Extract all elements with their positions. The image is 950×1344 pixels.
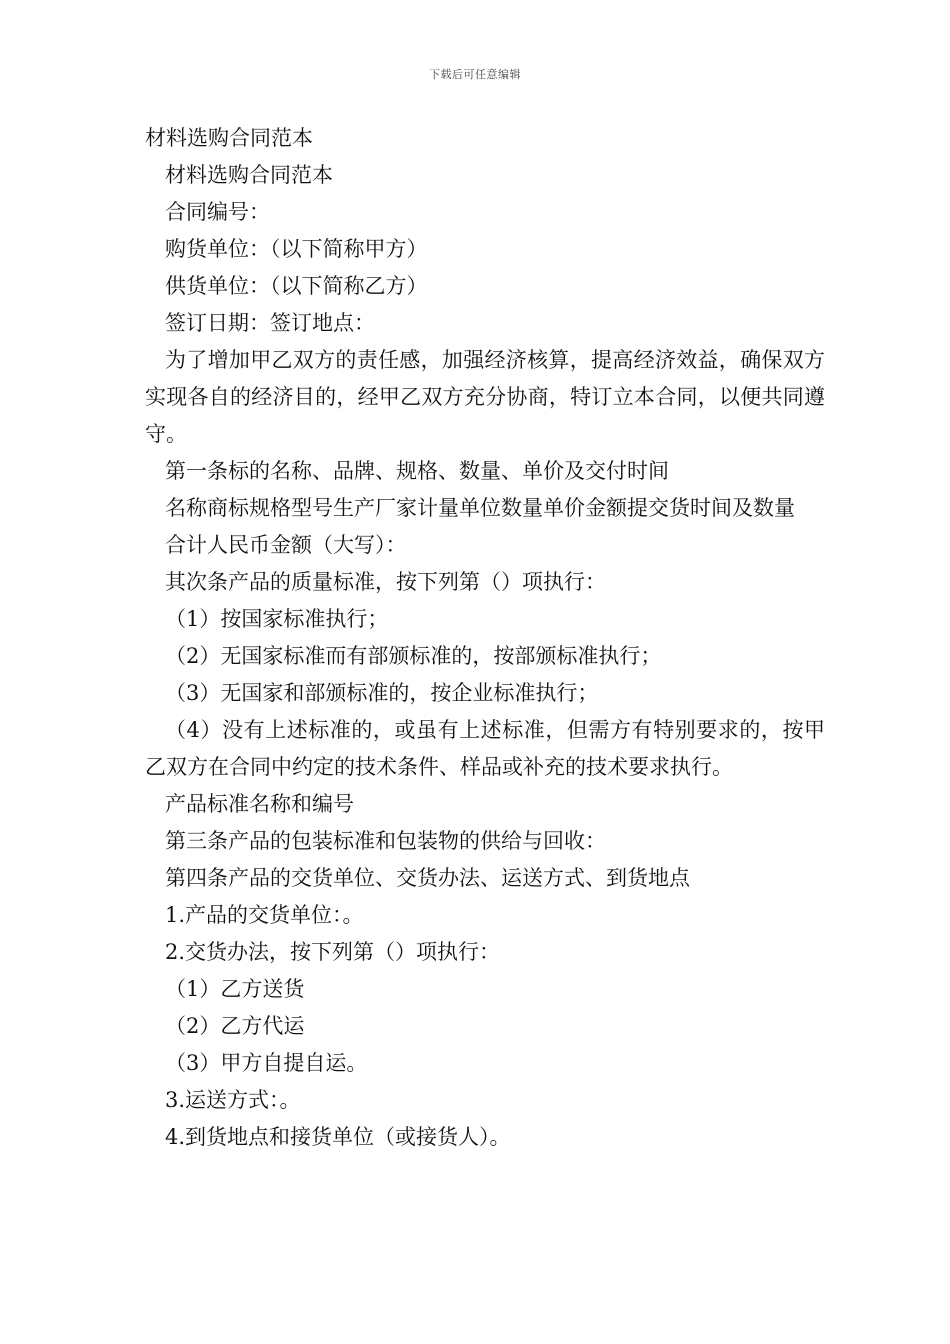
sign-date-location-field: 签订日期：签订地点： [165, 311, 375, 335]
delivery-option-3: （3）甲方自提自运。 [165, 1051, 368, 1075]
document-subtitle: 材料选购合同范本 [165, 163, 333, 187]
delivery-method-field: 2.交货办法，按下列第（）项执行： [165, 940, 501, 964]
article-1-columns: 名称商标规格型号生产厂家计量单位数量单价金额提交货时间及数量 [165, 496, 795, 520]
delivery-unit-field: 1.产品的交货单位：。 [165, 903, 364, 927]
delivery-option-2: （2）乙方代运 [165, 1014, 305, 1038]
header-note: 下载后可任意编辑 [429, 68, 521, 81]
supplier-field: 供货单位：（以下简称乙方） [165, 274, 428, 298]
quality-item-1: （1）按国家标准执行； [165, 607, 389, 631]
quality-item-4: （4）没有上述标准的，或虽有上述标准，但需方有特别要求的，按甲乙双方在合同中约定的技术条件、样品或补充的技术要求执行。 [145, 718, 825, 779]
contract-number-field: 合同编号： [165, 200, 270, 224]
article-1-title: 第一条标的名称、品牌、规格、数量、单价及交付时间 [165, 459, 669, 483]
buyer-field: 购货单位：（以下简称甲方） [165, 237, 428, 261]
article-3-title: 第三条产品的包装标准和包装物的供给与回收： [165, 829, 606, 853]
quality-item-3: （3）无国家和部颁标准的，按企业标准执行； [165, 681, 599, 705]
intro-paragraph: 为了增加甲乙双方的责任感，加强经济核算，提高经济效益，确保双方实现各自的经济目的，经甲乙双方充分协商，特订立本合同，以便共同遵守。 [145, 348, 825, 446]
quality-item-2: （2）无国家标准而有部颁标准的，按部颁标准执行； [165, 644, 662, 668]
total-amount-field: 合计人民币金额（大写）： [165, 533, 407, 557]
product-standard-field: 产品标准名称和编号 [165, 792, 354, 816]
document-title: 材料选购合同范本 [145, 126, 313, 150]
article-4-title: 第四条产品的交货单位、交货办法、运送方式、到货地点 [165, 866, 690, 890]
destination-field: 4.到货地点和接货单位（或接货人）。 [165, 1125, 511, 1149]
transport-method-field: 3.运送方式：。 [165, 1088, 301, 1112]
delivery-option-1: （1）乙方送货 [165, 977, 305, 1001]
document-body [145, 120, 825, 1156]
article-2-title: 其次条产品的质量标准，按下列第（）项执行： [165, 570, 606, 594]
